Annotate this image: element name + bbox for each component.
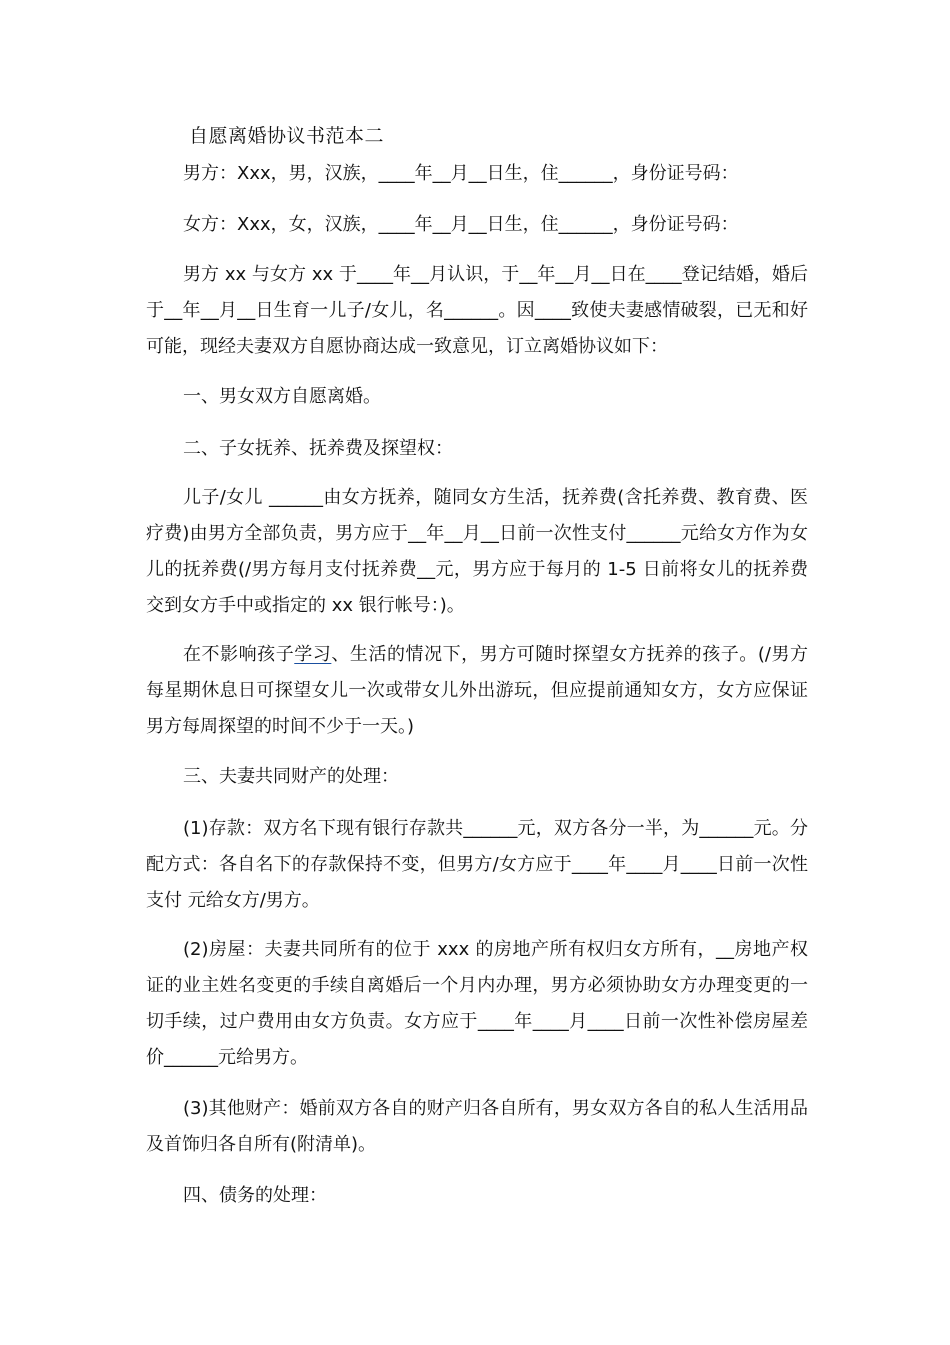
visitation-paragraph xyxy=(146,637,808,745)
study-link[interactable]: 学习 xyxy=(294,644,332,665)
savings-paragraph: (1)存款：双方名下现有银行存款共______元，双方各分一半，为______元。分配方式：各自名下的存款保持不变，但男方/女方应于____年____月____日前一次性支付 元给女方/男方。 xyxy=(146,818,808,911)
marriage-background-paragraph: 男方 xx 与女方 xx 于____年__月认识，于__年__月__日在____登记结婚，婚后于__年__月__日生育一儿子/女儿，名______。因____致使夫妻感情破裂，已无和好可能，现经夫妻双方自愿协商达成一致意见，订立离婚协议如下： xyxy=(146,264,808,357)
clause-3-heading: 三、夫妻共同财产的处理： xyxy=(183,766,399,787)
document-title: 自愿离婚协议书范本二 xyxy=(189,125,385,147)
male-party-paragraph: 男方：Xxx，男，汉族，____年__月__日生，住______，身份证号码： xyxy=(183,163,739,184)
child-support-paragraph: 儿子/女儿 ______由女方抚养，随同女方生活，抚养费(含托养费、教育费、医疗费)由男方全部负责，男方应于__年__月__日前一次性支付______元给女方作为女儿的抚养费(/男方每月支付抚养费__元，男方应于每月的 1-5 日前将女儿的抚养费交到女方手中或指定的 xx 银行帐号：)。 xyxy=(146,487,808,616)
female-party-paragraph: 女方：Xxx，女，汉族，____年__月__日生，住______，身份证号码： xyxy=(183,214,739,235)
visitation-text-before: 在不影响孩子 xyxy=(183,644,295,665)
house-paragraph: (2)房屋：夫妻共同所有的位于 xxx 的房地产所有权归女方所有，__房地产权证的业主姓名变更的手续自离婚后一个月内办理，男方必须协助女方办理变更的一切手续，过户费用由女方负责。女方应于____年____月____日前一次性补偿房屋差价______元给男方。 xyxy=(146,939,808,1068)
clause-4-heading: 四、债务的处理： xyxy=(183,1185,327,1206)
visitation-text-after: 、生活的情况下，男方可随时探望女方抚养的孩子。(/男方每星期休息日可探望女儿一次或带女儿外出游玩，但应提前通知女方，女方应保证男方每周探望的时间不少于一天。) xyxy=(146,644,809,737)
other-property-paragraph: (3)其他财产：婚前双方各自的财产归各自所有，男女双方各自的私人生活用品及首饰归各自所有(附清单)。 xyxy=(146,1098,808,1155)
clause-2-heading: 二、子女抚养、抚养费及探望权： xyxy=(183,438,453,459)
clause-1-heading: 一、男女双方自愿离婚。 xyxy=(183,386,381,407)
